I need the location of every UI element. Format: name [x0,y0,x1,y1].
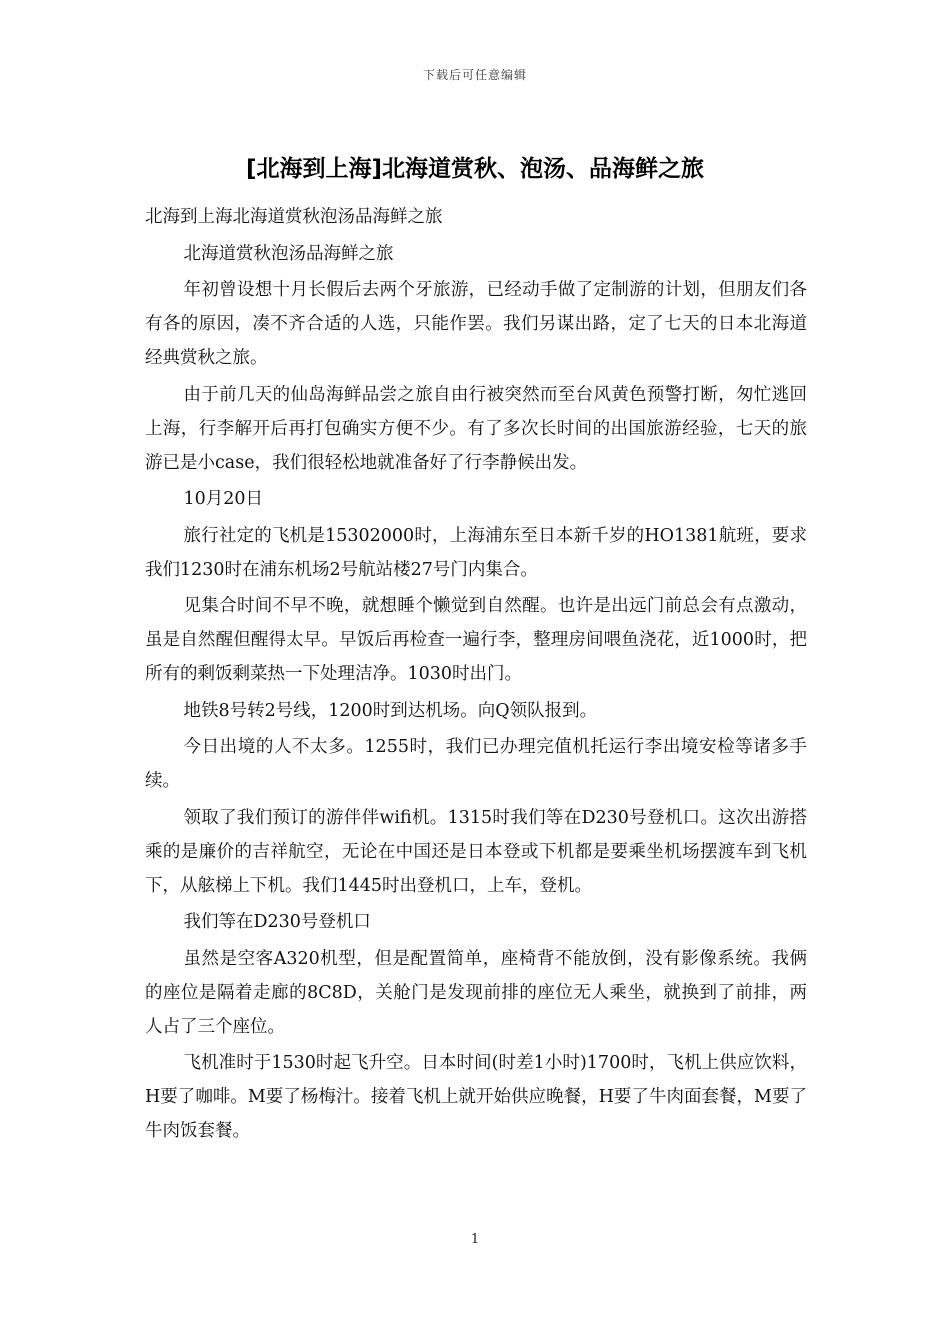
paragraph: 由于前几天的仙岛海鲜品尝之旅自由行被突然而至台风黄色预警打断，匆忙逃回上海，行李解开后再打包确实方便不少。有了多次长时间的出国旅游经验，七天的旅游已是小case，我们很轻松地就准备好了行李静候出发。 [145,384,807,473]
paragraph-heading: 北海道赏秋泡汤品海鲜之旅 [183,243,394,264]
paragraph: 虽然是空客A320机型，但是配置简单，座椅背不能放倒，没有影像系统。我俩的座位是隔着走廊的8C8D，关舱门是发现前排的座位无人乘坐，就换到了前排，两人占了三个座位。 [145,948,807,1037]
page-header-note: 下载后可任意编辑 [422,68,527,82]
paragraph: 今日出境的人不太多。1255时，我们已办理完值机托运行李出境安检等诸多手续。 [145,737,807,791]
paragraph: 旅行社定的飞机是15302000时，上海浦东至日本新千岁的HO1381航班，要求我们1230时在浦东机场2号航站楼27号门内集合。 [145,525,807,580]
paragraph: 地铁8号转2号线，1200时到达机场。向Q领队报到。 [183,700,598,721]
paragraph: 领取了我们预订的游伴伴wifi机。1315时我们等在D230号登机口。这次出游搭乘的是廉价的吉祥航空，无论在中国还是日本登或下机都是要乘坐机场摆渡车到飞机下，从舷梯上下机。我们1445时出登机口，上车，登机。 [145,807,807,896]
paragraph: 我们等在D230号登机口 [183,912,371,932]
page-number: 1 [470,1232,480,1247]
paragraph: 年初曾设想十月长假后去两个牙旅游，已经动手做了定制游的计划，但朋友们各有各的原因，凑不齐合适的人选，只能作罢。我们另谋出路，定了七天的日本北海道经典赏秋之旅。 [145,280,807,368]
document-body [145,200,807,1151]
paragraph-subtitle: 北海到上海北海道赏秋泡汤品海鲜之旅 [145,207,443,227]
paragraph: 飞机准时于1530时起飞升空。日本时间(时差1小时)1700时，飞机上供应饮料，H要了咖啡。M要了杨梅汁。接着飞机上就开始供应晚餐，H要了牛肉面套餐，M要了牛肉饭套餐。 [145,1053,807,1141]
document-title: [北海到上海]北海道赏秋、泡汤、品海鲜之旅 [245,156,705,182]
paragraph-date: 10月20日 [183,489,264,509]
paragraph: 见集合时间不早不晚，就想睡个懒觉到自然醒。也许是出远门前总会有点激动，虽是自然醒但醒得太早。早饭后再检查一遍行李，整理房间喂鱼浇花，近1000时，把所有的剩饭剩菜热一下处理洁净。1030时出门。 [145,596,807,684]
